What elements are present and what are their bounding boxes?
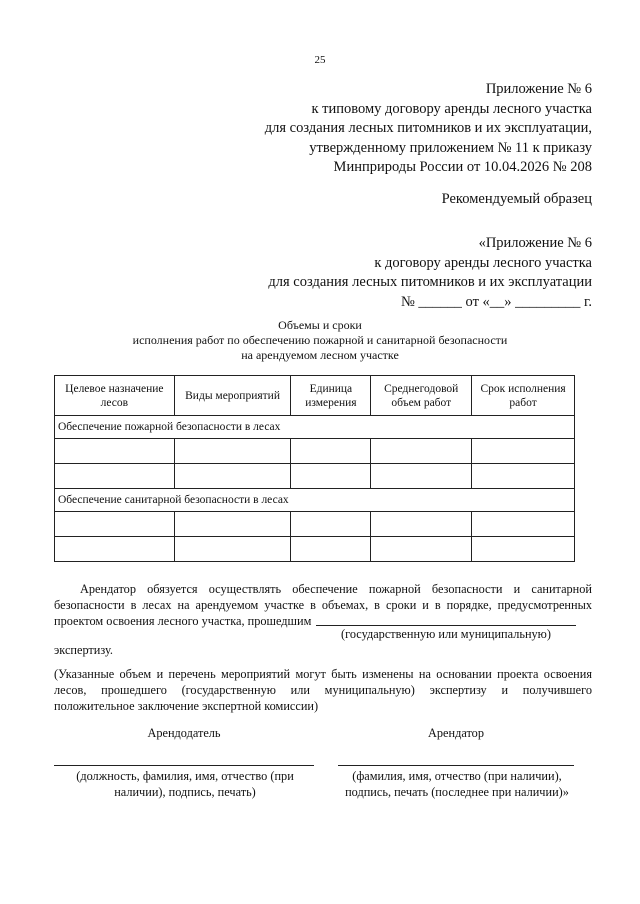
table-cell bbox=[291, 537, 371, 562]
table-cell bbox=[174, 439, 291, 464]
table-row bbox=[55, 512, 575, 537]
table-cell bbox=[174, 537, 291, 562]
table-cell bbox=[291, 512, 371, 537]
landlord-signature-line bbox=[54, 765, 314, 766]
contract-appendix bbox=[268, 234, 592, 312]
title-line: на арендуемом лесном участке bbox=[241, 348, 399, 362]
contract-number-line: № ______ от «__» _________ г. bbox=[400, 293, 592, 310]
expertise-caption: (государственную или муниципальную) bbox=[341, 627, 551, 641]
expertise-tail: экспертизу. bbox=[54, 643, 113, 657]
appendix-header-line: Приложение № 6 bbox=[485, 81, 592, 97]
table-section-row bbox=[55, 416, 575, 439]
table-cell bbox=[55, 439, 175, 464]
landlord-label: Арендодатель bbox=[147, 726, 221, 740]
table-cell bbox=[174, 512, 291, 537]
table-cell bbox=[371, 537, 472, 562]
section-sanitary-safety: Обеспечение санитарной безопасности в лесах bbox=[55, 489, 575, 512]
table-cell bbox=[472, 464, 575, 489]
table-cell bbox=[371, 464, 472, 489]
table-row bbox=[55, 537, 575, 562]
table-cell bbox=[472, 512, 575, 537]
appendix-header-line: к типовому договору аренды лесного участка bbox=[311, 100, 592, 117]
table-header-row bbox=[55, 376, 575, 416]
section-fire-safety: Обеспечение пожарной безопасности в лесах bbox=[55, 416, 575, 439]
header-cell-purpose: Целевое назначение лесов bbox=[55, 376, 175, 416]
works-table bbox=[54, 375, 575, 562]
table-cell bbox=[55, 464, 175, 489]
page-number: 25 bbox=[314, 54, 326, 66]
table-cell bbox=[291, 439, 371, 464]
table-row bbox=[55, 439, 575, 464]
expertise-blank-line bbox=[316, 625, 576, 626]
appendix-header-line: для создания лесных питомников и их эксплуатации, bbox=[264, 120, 592, 136]
table-cell bbox=[371, 439, 472, 464]
header-cell-deadline: Срок исполнения работ bbox=[472, 376, 575, 416]
contract-appendix-line: для создания лесных питомников и их эксплуатации bbox=[268, 274, 592, 290]
table-cell bbox=[371, 512, 472, 537]
table-row bbox=[55, 464, 575, 489]
tenant-caption: (фамилия, имя, отчество (при наличии), подпись, печать (последнее при наличии)» bbox=[345, 769, 569, 799]
table-cell bbox=[472, 439, 575, 464]
table-section-row bbox=[55, 489, 575, 512]
contract-appendix-line: «Приложение № 6 bbox=[478, 235, 592, 251]
tenant-label: Арендатор bbox=[428, 726, 484, 740]
header-cell-activities: Виды мероприятий bbox=[174, 376, 291, 416]
landlord-caption: (должность, фамилия, имя, отчество (при наличии), подпись, печать) bbox=[76, 769, 294, 799]
table-cell bbox=[472, 537, 575, 562]
table-cell bbox=[55, 537, 175, 562]
appendix-header-line: утвержденному приложением № 11 к приказу bbox=[309, 139, 592, 156]
header-cell-volume: Среднегодовой объем работ bbox=[371, 376, 472, 416]
tenant-signature-line bbox=[338, 765, 574, 766]
appendix-header-line: Минприроды России от 10.04.2026 № 208 bbox=[333, 159, 592, 175]
title-line: Объемы и сроки bbox=[278, 318, 362, 332]
header-cell-unit: Единица измерения bbox=[291, 376, 371, 416]
title-line: исполнения работ по обеспечению пожарной и санитарной безопасности bbox=[132, 333, 508, 347]
contract-appendix-line: к договору аренды лесного участка bbox=[374, 254, 592, 271]
table-cell bbox=[174, 464, 291, 489]
document-title bbox=[0, 318, 640, 363]
table-cell bbox=[291, 464, 371, 489]
note-paragraph: (Указанные объем и перечень мероприятий могут быть изменены на основании проекта освоения лесов, прошедшего (государственную или муниципальную) экспертизу и получившего положительное заключение экспертной комиссии) bbox=[54, 667, 592, 713]
recommended-sample: Рекомендуемый образец bbox=[441, 191, 592, 207]
appendix-header bbox=[265, 80, 592, 178]
obligation-paragraph: Арендатор обязуется осуществлять обеспечение пожарной безопасности и санитарной безопасности в лесах на арендуемом участке в объемах, в сроки и в порядке, предусмотренных проектом освоения лесного участка, прошедшим bbox=[54, 582, 592, 628]
table-cell bbox=[55, 512, 175, 537]
